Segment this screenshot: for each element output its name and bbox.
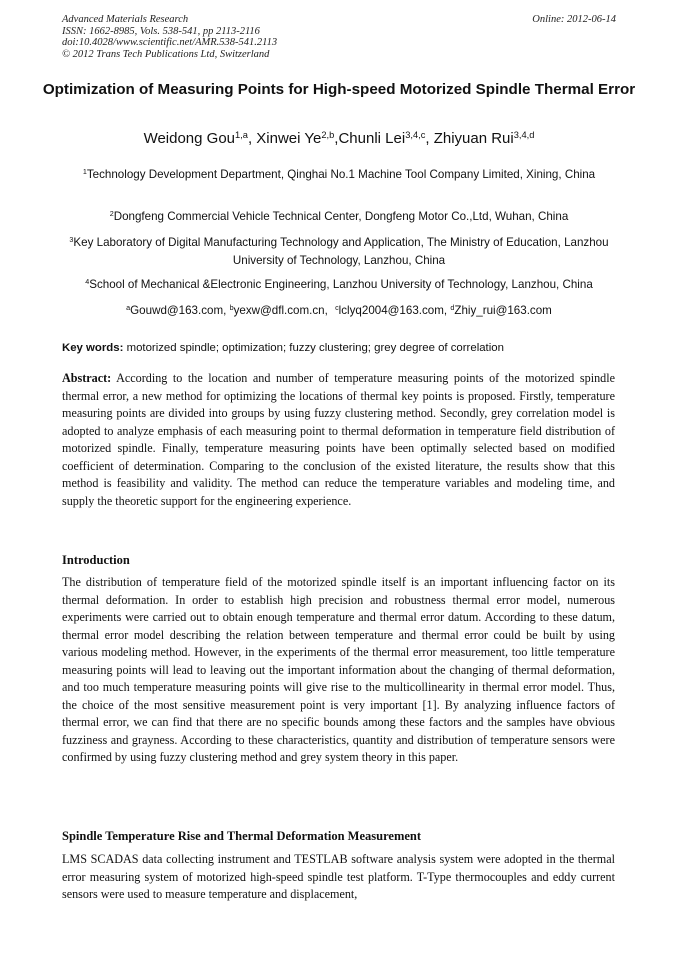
copyright-line: © 2012 Trans Tech Publications Ltd, Switzerland xyxy=(62,48,270,60)
author-superscript: 1,a xyxy=(235,129,248,140)
author-name: Chunli Lei xyxy=(338,130,406,147)
email-superscript: c xyxy=(335,303,339,313)
email-link[interactable]: Zhiy_rui@163.com xyxy=(454,304,552,317)
keywords-line xyxy=(62,340,622,356)
affiliation-number: 1 xyxy=(82,167,87,177)
author-name: Weidong Gou xyxy=(143,130,236,147)
email-link[interactable]: Gouwd@163.com, xyxy=(130,304,227,317)
paper-title: Optimization of Measuring Points for High-speed Motorized Spindle Thermal Error xyxy=(42,81,636,98)
affiliation-1 xyxy=(62,166,616,184)
affiliation-number: 4 xyxy=(85,277,90,287)
email-superscript: a xyxy=(126,303,131,313)
abstract-label: Abstract: xyxy=(62,371,112,385)
email-superscript: b xyxy=(229,303,234,313)
keywords-text: motorized spindle; optimization; fuzzy clustering; grey degree of correlation xyxy=(126,342,504,354)
author-separator: , xyxy=(425,130,434,147)
affiliation-2 xyxy=(62,208,616,226)
author-superscript: 3,4,c xyxy=(405,129,426,140)
email-list xyxy=(62,302,616,320)
measurement-paragraph: LMS SCADAS data collecting instrument and TESTLAB software analysis system were adopted in the thermal error measuring system of motorized high-speed spindle test platform. T-Type thermocouples and eddy current sensors were used to measure temperature and displacement, xyxy=(62,852,615,902)
affiliation-text: School of Mechanical &Electronic Engineering, Lanzhou University of Technology, Lanzhou, China xyxy=(89,278,593,291)
email-link[interactable]: lclyq2004@163.com, xyxy=(338,304,448,317)
issn-line: ISSN: 1662-8985, Vols. 538-541, pp 2113-2116 xyxy=(62,25,260,37)
affiliation-number: 3 xyxy=(69,235,74,245)
author-separator: , xyxy=(247,130,257,147)
abstract-text: According to the location and number of temperature measuring points of the motorized spindle thermal error, a new method for optimizing the locations of thermal key points is proposed. Firstly, temperature measuring points are divided into groups by using fuzzy clustering method. Secondly, grey correlation model is adopted to analyze emphasis of each measuring point to thermal deformation in temperature field distribution of motorized spindle. Finally, temperature measuring points have been optimally selected based on modified coefficient of determination. Comparing to the conclusion of the existed literature, the results show that this method is feasibility and validity. The method can reduce the temperature variables and modeling time, and supply the theoretic support for the engineering experience. xyxy=(62,371,615,508)
doi-line: doi:10.4028/www.scientific.net/AMR.538-541.2113 xyxy=(62,37,278,49)
abstract-paragraph xyxy=(62,370,615,510)
author-superscript: 2,b xyxy=(321,129,335,140)
section-heading-measurement: Spindle Temperature Rise and Thermal Deformation Measurement xyxy=(62,829,422,843)
email-link[interactable]: yexw@dfl.com.cn, xyxy=(233,304,328,317)
affiliation-text: Key Laboratory of Digital Manufacturing Technology and Application, The Ministry of Education, Lanzhou University of Technology, Lanzhou, China xyxy=(73,236,609,267)
author-superscript: 3,4,d xyxy=(513,129,535,140)
affiliation-text: Technology Development Department, Qinghai No.1 Machine Tool Company Limited, Xining, China xyxy=(86,168,596,181)
introduction-paragraph: The distribution of temperature field of the motorized spindle itself is an important influencing factor on its thermal deformation. In order to establish high precision and robustness thermal error model, numerous experiments were carried out to obtain enough temperature and thermal error datum. According to these datum, thermal error model describing the relation between temperature and thermal error could be built by using various modeling method. However, in the experiments of the thermal error measurement, too little temperature measuring points will lead to leaving out the important information about the changing of thermal deformation, and too much temperature measuring points will give rise to the multicollinearity in thermal error model. Thus, the choice of the most sensitive measurement point is very important [1]. By analyzing influence factors of thermal error, we can find that there are no specific bounds among these factors and the samples have obvious fuzziness and grayness. According to these characteristics, quantity and distribution of temperature sensors were confirmed by using fuzzy clustering method and grey system theory in this paper. xyxy=(62,575,615,765)
affiliation-number: 2 xyxy=(109,209,114,219)
journal-header xyxy=(62,14,616,60)
online-date: Online: 2012-06-14 xyxy=(532,14,616,25)
author-name: Xinwei Ye xyxy=(256,130,322,147)
email-superscript: d xyxy=(450,303,455,313)
journal-name: Advanced Materials Research xyxy=(62,14,189,25)
affiliation-3 xyxy=(62,234,616,270)
author-name: Zhiyuan Rui xyxy=(433,130,514,147)
affiliation-4 xyxy=(62,276,616,294)
author-list xyxy=(20,129,658,149)
section-heading-introduction: Introduction xyxy=(62,553,130,567)
author-separator: , xyxy=(334,130,339,147)
affiliation-text: Dongfeng Commercial Vehicle Technical Center, Dongfeng Motor Co.,Ltd, Wuhan, China xyxy=(113,210,569,223)
keywords-label: Key words: xyxy=(62,342,124,354)
